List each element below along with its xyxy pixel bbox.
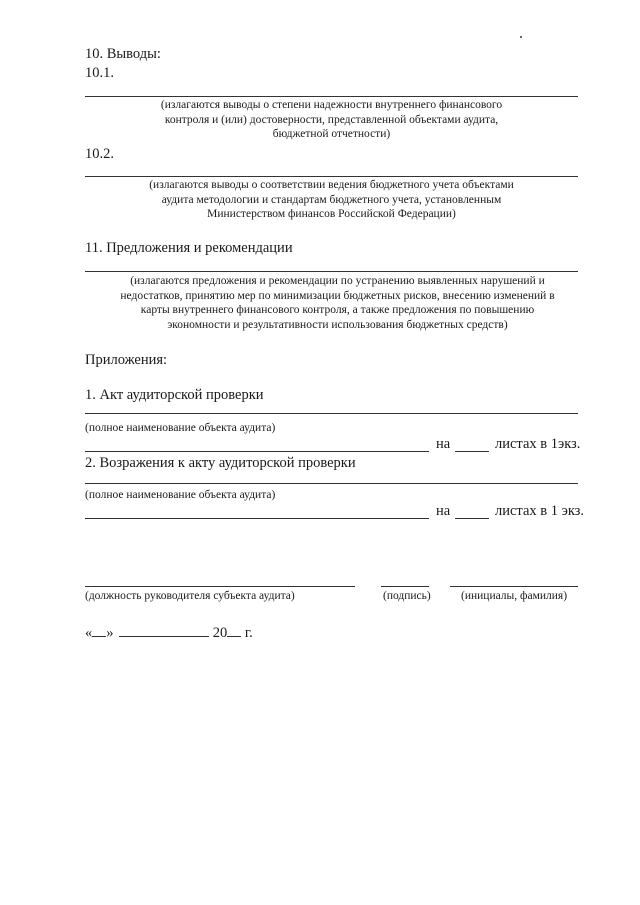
appendix-2-fill-line bbox=[85, 483, 578, 484]
note-line: (излагаются выводы о соответствии ведения бюджетного учета объектами bbox=[149, 179, 514, 191]
note-line: (излагаются выводы о степени надежности внутреннего финансового bbox=[160, 99, 503, 111]
appendix-1-sheets: листах в 1экз. bbox=[495, 436, 581, 452]
note-line: бюджетной отчетности) bbox=[272, 128, 391, 140]
month-blank bbox=[119, 624, 209, 637]
signature-line bbox=[381, 586, 429, 587]
date-quote-open: « bbox=[85, 625, 93, 641]
appendix-heading: Приложения: bbox=[85, 352, 168, 368]
section-10-heading: 10. Выводы: bbox=[85, 46, 161, 62]
note-line: экономности и результативности использования бюджетных средств) bbox=[167, 318, 508, 331]
signature-label: (подпись) bbox=[383, 590, 431, 602]
item-10-1-note bbox=[85, 98, 578, 142]
item-10-2-note bbox=[85, 178, 578, 222]
section-11-fill-line bbox=[85, 271, 578, 272]
appendix-1-title: 1. Акт аудиторской проверки bbox=[85, 387, 264, 403]
position-line bbox=[85, 586, 355, 587]
appendix-2-title: 2. Возражения к акту аудиторской проверки bbox=[85, 455, 356, 471]
appendix-1-name-line bbox=[85, 451, 429, 452]
item-10-2-number: 10.2. bbox=[85, 146, 114, 162]
item-10-1-number: 10.1. bbox=[85, 65, 114, 81]
note-line: недостатков, принятию мер по минимизации бюджетных рисков, внесению изменений в bbox=[120, 289, 555, 302]
note-line: аудита методологии и стандартам бюджетного учета, установленным bbox=[161, 193, 502, 206]
name-line bbox=[450, 586, 578, 587]
appendix-2-na: на bbox=[436, 503, 451, 519]
appendix-2-name-line bbox=[85, 518, 429, 519]
note-line: контроля и (или) достоверности, представленной объектами аудита, bbox=[164, 113, 499, 126]
appendix-2-sheets: листах в 1 экз. bbox=[495, 503, 585, 519]
initials-label: (инициалы, фамилия) bbox=[461, 590, 568, 602]
appendix-1-fill-line bbox=[85, 413, 578, 414]
appendix-2-note: (полное наименование объекта аудита) bbox=[85, 489, 276, 501]
appendix-1-sheets-line bbox=[455, 451, 489, 452]
note-line: Министерством финансов Российской Федерации) bbox=[207, 208, 456, 220]
year-prefix: 20 bbox=[212, 625, 228, 641]
date-quote-close: » bbox=[106, 625, 114, 641]
note-line: карты внутреннего финансового контроля, а также предложения по повышению bbox=[140, 304, 535, 316]
section-11-heading: 11. Предложения и рекомендации bbox=[85, 240, 293, 256]
appendix-1-note: (полное наименование объекта аудита) bbox=[85, 422, 276, 434]
appendix-1-na: на bbox=[436, 436, 451, 452]
date-line bbox=[85, 624, 253, 642]
appendix-2-sheets-line bbox=[455, 518, 489, 519]
note-line: (излагаются предложения и рекомендации по устранению выявленных нарушений и bbox=[130, 275, 545, 287]
item-10-2-fill-line bbox=[85, 176, 578, 177]
year-blank bbox=[227, 624, 241, 637]
day-blank bbox=[92, 624, 106, 637]
position-label: (должность руководителя субъекта аудита) bbox=[85, 590, 295, 602]
year-suffix: г. bbox=[244, 625, 253, 641]
section-11-note bbox=[85, 274, 590, 332]
scan-speck bbox=[520, 36, 522, 38]
item-10-1-fill-line bbox=[85, 96, 578, 97]
